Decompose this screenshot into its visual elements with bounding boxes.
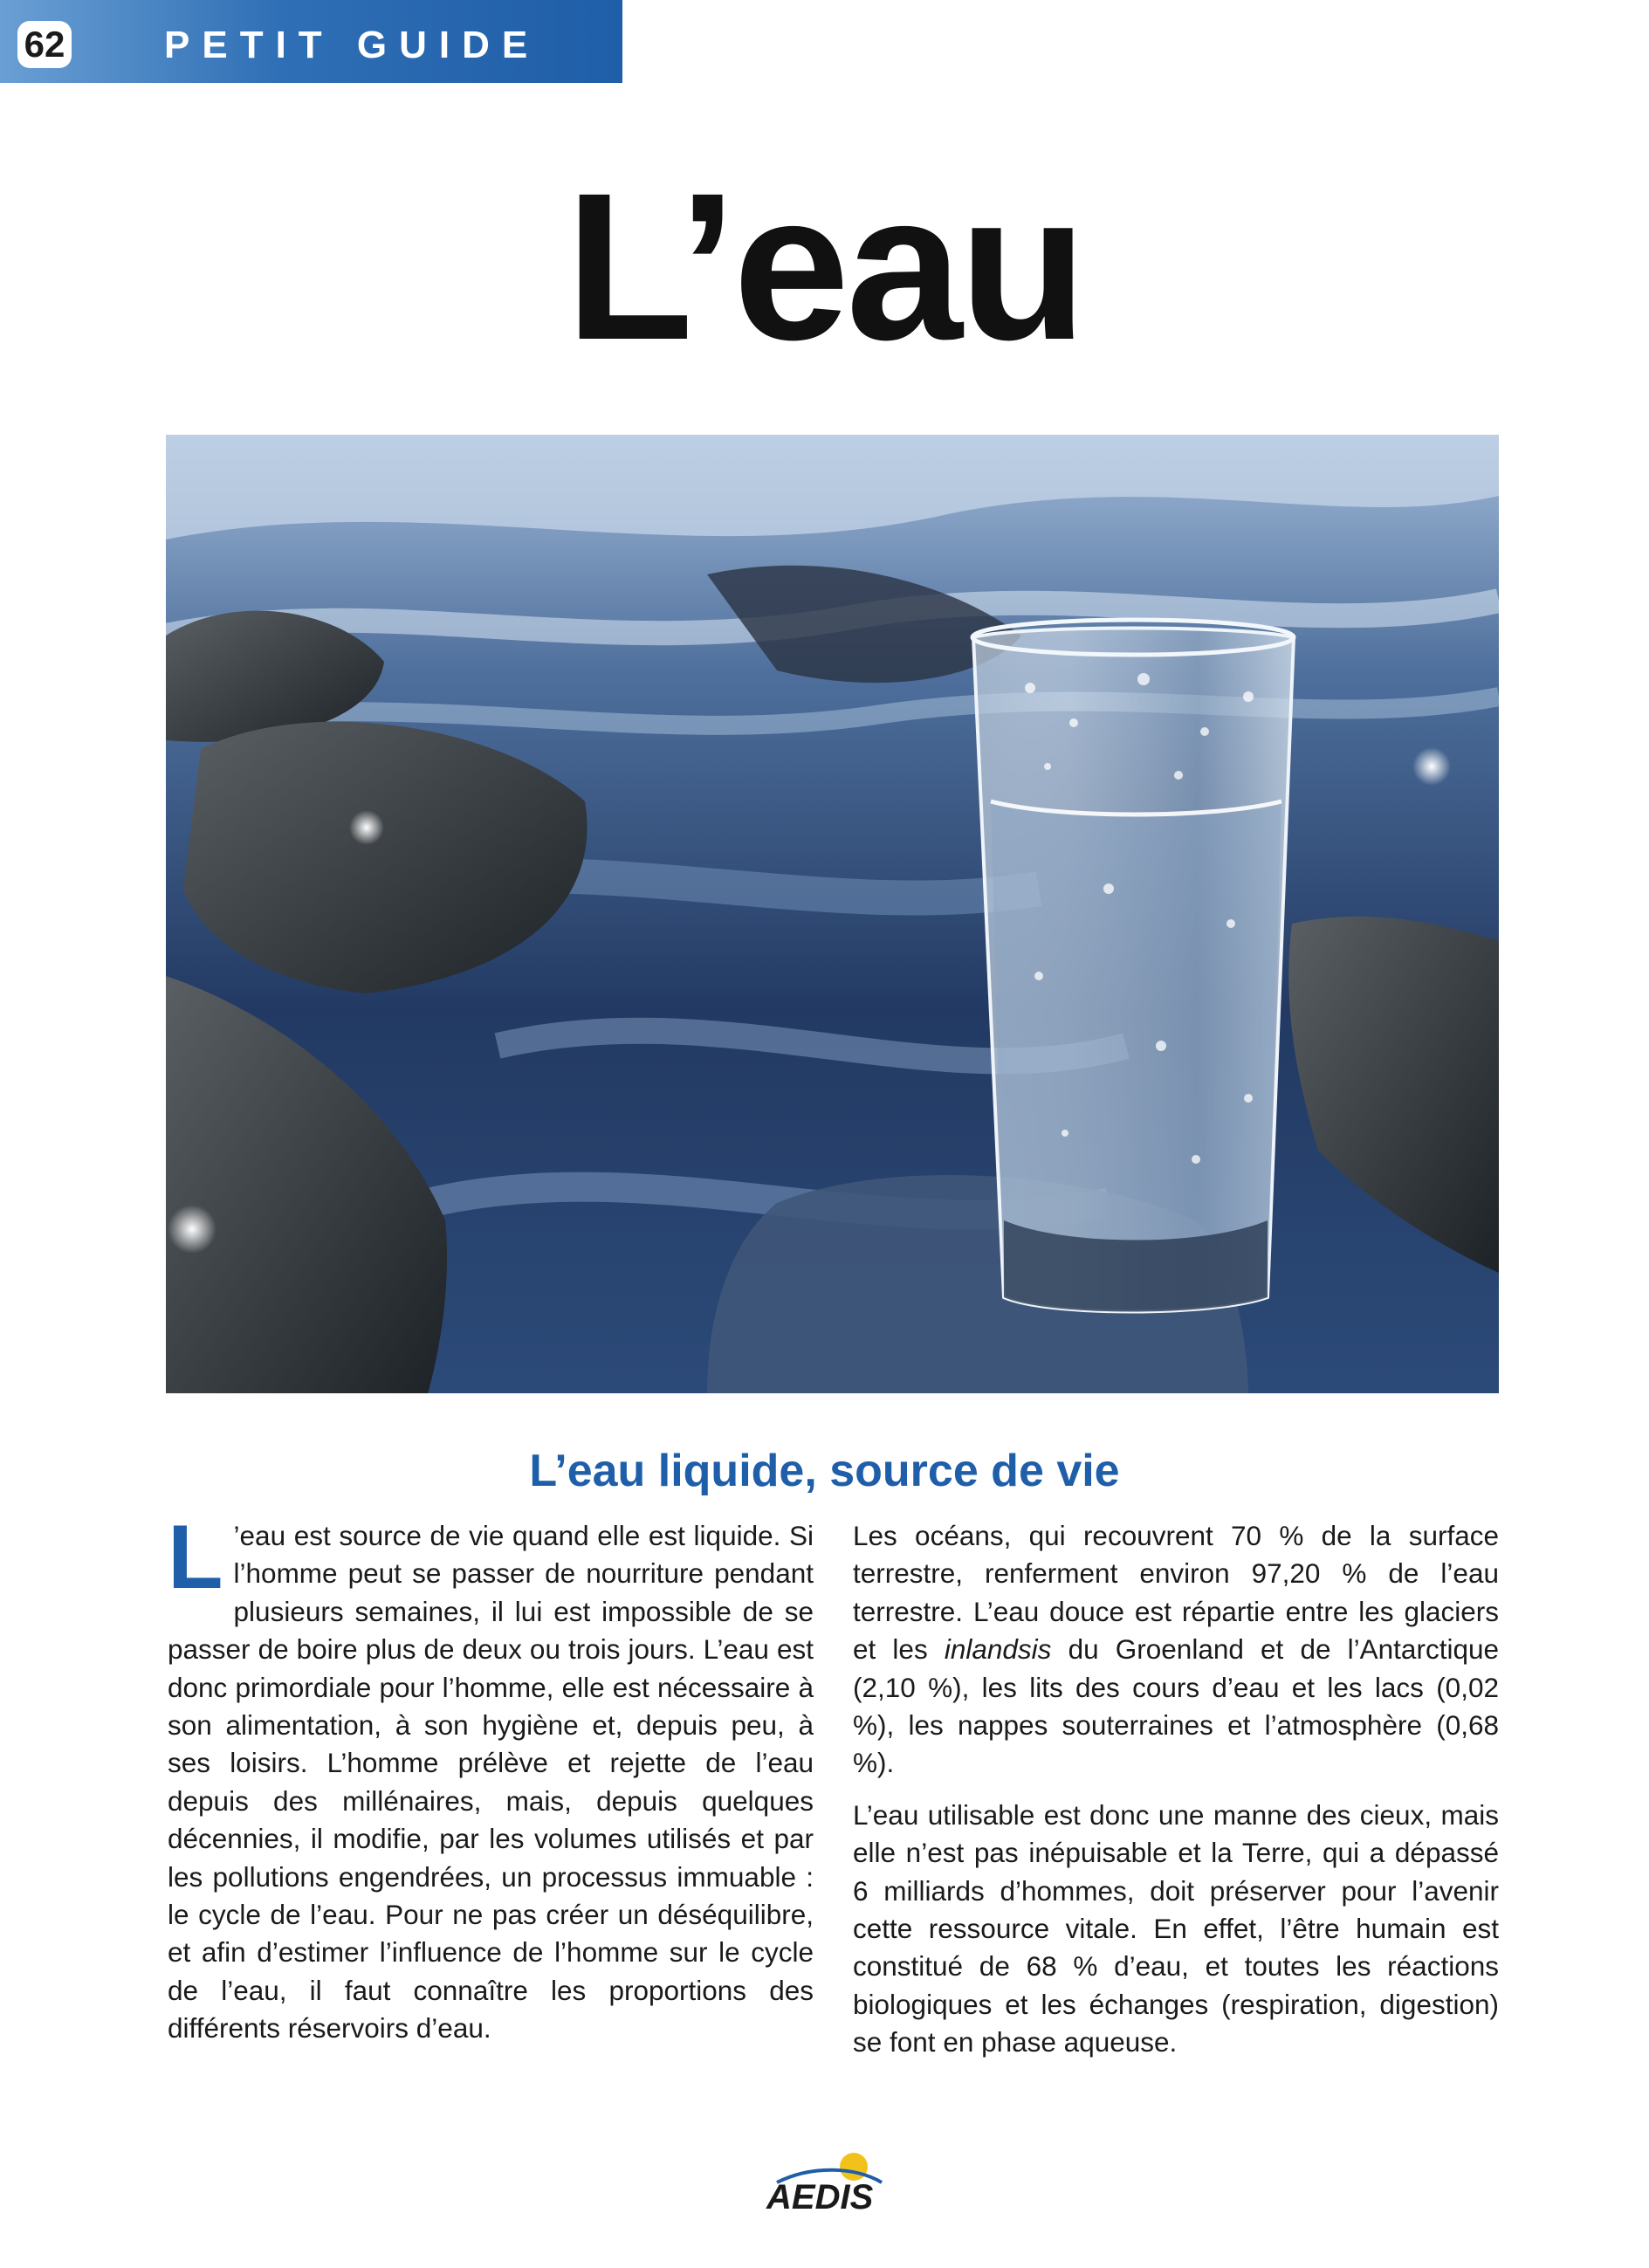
series-label: PETIT GUIDE [164,24,540,66]
oceans-text-end: du Groenland et de l’Antarctique (2,10 %), les lits des cours d’eau et les lacs (0,02 %), les nappes souterraines et l’atmosphère (0,68 %). [853,1633,1499,1779]
page-title: L’eau [565,149,1084,383]
section-title: L’eau liquide, source de vie [529,1446,1120,1496]
left-column [168,1507,814,2062]
usable-water-paragraph: L’eau utilisable est donc une manne des cieux, mais elle n’est pas inépuisable et la Terre, qui a dépassé 6 milliards d’hommes, doit préserver pour l’avenir cette ressource vitale. En effet, l’être humain est constitué de 68 % d’eau, et toutes les réactions biologiques et les échanges (respiration, digestion) se font en phase aqueuse. [853,1798,1499,2058]
inlandsis-term: inlandsis [944,1633,1052,1666]
right-column [853,1517,1499,2076]
page-number: 62 [17,21,72,68]
water-glass-photo [166,435,1499,1393]
intro-text: ’eau est source de vie quand elle est liquide. Si l’homme peut se passer de nourriture pendant plusieurs semaines, il lui est impossible de se passer de boire plus de deux ou trois jours. L’eau est donc primordiale pour l’homme, elle est nécessaire à son alimentation, à son hygiène et, depuis peu, à ses loisirs. L’homme prélève et rejette de l’eau depuis des millénaires, mais, depuis quelques décennies, il modifie, par les volumes utilisés et par les pollutions engendrées, un processus immuable : le cycle de l’eau. Pour ne pas créer un déséquilibre, et afin d’estimer l’influence de l’homme sur le cycle de l’eau, il faut connaître les proportions des différents réservoirs d’eau. [168,1520,814,2045]
logo-text: AEDIS [766,2178,874,2216]
header-band [0,0,622,83]
intro-paragraph [168,1507,814,2048]
oceans-paragraph [853,1517,1499,1783]
drop-cap: L [168,1507,223,1608]
oceans-text-start: Les océans, qui recouvrent 70 % de la surface terrestre, renferment environ 97,20 % de l’eau terrestre. L’eau douce est répartie entre les glaciers et les [853,1520,1499,1666]
aedis-logo [759,2148,890,2217]
